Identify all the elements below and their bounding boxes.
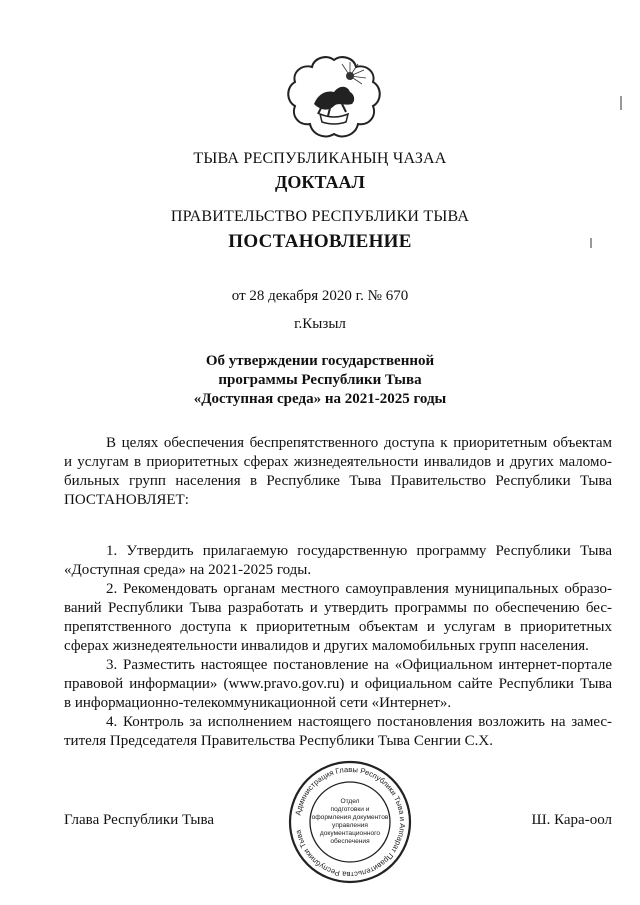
russian-document-type: ПОСТАНОВЛЕНИЕ (228, 231, 412, 252)
title-line: Об утверждении государственной (205, 353, 435, 369)
stamp-inner-line: подготовки и (330, 806, 370, 813)
official-stamp (286, 758, 414, 886)
title-line: «Доступная среда» на 2021-2025 годы (193, 391, 447, 407)
stamp-inner-line: обеспечения (330, 838, 370, 845)
text-line: ваний Республики Тыва разработать и утвердить программы по обеспечению бес- (64, 600, 612, 616)
text-line: сферах жизнедеятельности инвалидов и других маломобильных групп населения. (64, 638, 589, 654)
text-line: правовой информации» (www.pravo.gov.ru) и официальном сайте Республики Тыва (64, 676, 612, 692)
signatory-name: Ш. Кара-оол (531, 812, 612, 828)
tuvan-government-name: ТЫВА РЕСПУБЛИКАНЫҢ ЧАЗАА (193, 150, 447, 167)
text-line: препятственного доступа к приоритетным объектам и услугам в приоритетных (64, 619, 612, 635)
document-city: г.Кызыл (294, 316, 346, 332)
tuva-coat-of-arms-icon (284, 54, 384, 144)
russian-government-name: ПРАВИТЕЛЬСТВО РЕСПУБЛИКИ ТЫВА (170, 208, 470, 225)
text-line: 3. Разместить настоящее постановление на «Официальном интернет-портале (106, 657, 612, 673)
decree-item-2 (64, 580, 612, 656)
tuvan-document-type: ДОКТААЛ (275, 172, 365, 192)
text-line: бильных групп населения в Республике Тыва Правительство Республики Тыва (64, 473, 612, 489)
scan-mark (590, 238, 592, 248)
stamp-ring-text: Администрация Главы Республики Тыва и Аппарат Правительства Республики Тыва (293, 764, 408, 880)
text-line: в информационно-телекоммуникационной сети «Интернет». (64, 695, 452, 711)
text-line: В целях обеспечения беспрепятственного доступа к приоритетным объектам (106, 435, 612, 451)
preamble-paragraph (64, 434, 612, 510)
text-line: 2. Рекомендовать органам местного самоуправления муниципальных образо- (106, 581, 612, 597)
document-date-number: от 28 декабря 2020 г. № 670 (231, 288, 409, 304)
text-line: 1. Утвердить прилагаемую государственную программу Республики Тыва (106, 543, 612, 559)
stamp-inner-line: документационного (319, 830, 381, 837)
stamp-inner-line: управления (332, 822, 368, 829)
text-line: ПОСТАНОВЛЯЕТ: (64, 492, 189, 508)
title-line: программы Республики Тыва (218, 372, 422, 388)
signatory-position: Глава Республики Тыва (64, 812, 215, 828)
text-line: «Доступная среда» на 2021-2025 годы. (64, 562, 312, 578)
stamp-inner-line: оформления документов (311, 814, 389, 821)
text-line: и услугам в приоритетных сферах жизнедеятельности инвалидов и других маломо- (64, 454, 612, 470)
scan-mark (620, 96, 622, 110)
stamp-inner-line: Отдел (340, 798, 360, 805)
text-line: тителя Председателя Правительства Республики Тыва Сенгии С.Х. (64, 733, 494, 749)
decree-item-1 (64, 542, 612, 580)
decree-item-3 (64, 656, 612, 713)
decree-item-4 (64, 713, 612, 751)
document-title (0, 352, 640, 409)
text-line: 4. Контроль за исполнением настоящего постановления возложить на замес- (106, 714, 612, 730)
